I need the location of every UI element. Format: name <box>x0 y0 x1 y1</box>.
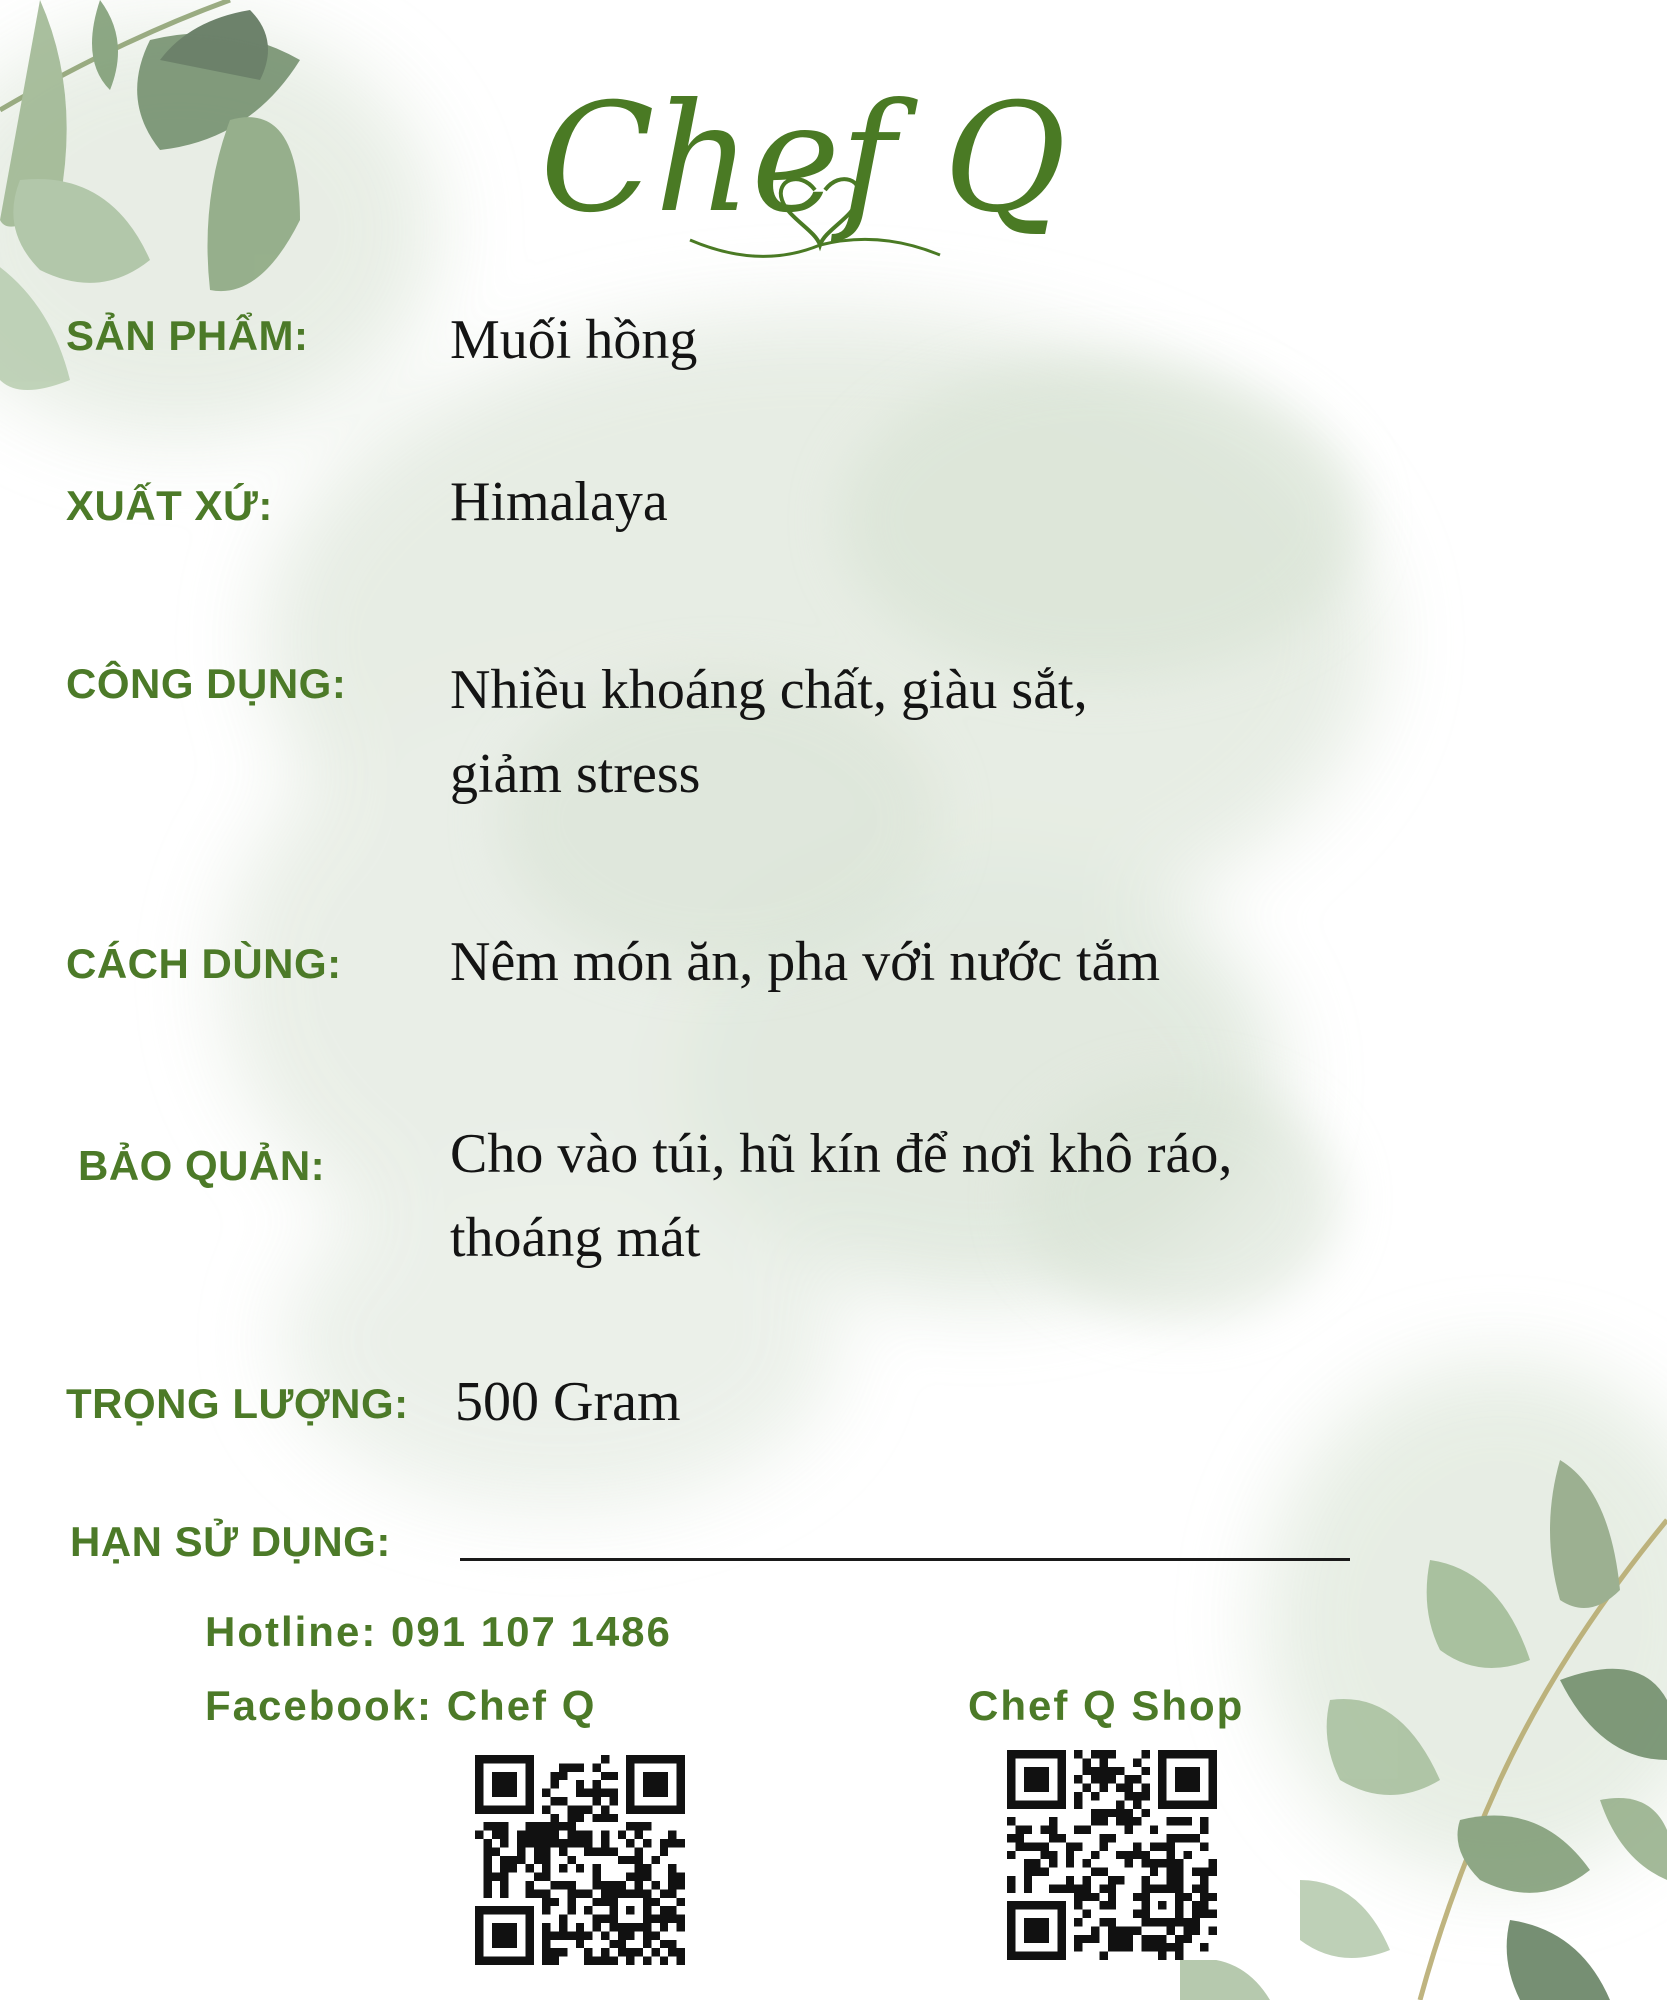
storage-value-line2: thoáng mát <box>450 1207 701 1269</box>
qr-code-shop-icon <box>1007 1750 1217 1960</box>
origin-label: XUẤT XỨ: <box>66 482 273 529</box>
origin-value: Himalaya <box>450 471 668 533</box>
expiry-blank-line <box>460 1558 1350 1561</box>
method-value: Nêm món ăn, pha với nước tắm <box>450 931 1161 993</box>
product-value: Muối hồng <box>450 309 698 371</box>
storage-label: BẢO QUẢN: <box>78 1142 326 1189</box>
logo-text: Chef Q <box>540 72 1067 246</box>
usage-value-line1: Nhiều khoáng chất, giàu sắt, <box>450 659 1088 721</box>
method-label: CÁCH DÙNG: <box>66 940 342 987</box>
storage-value-line1: Cho vào túi, hũ kín để nơi khô ráo, <box>450 1123 1233 1185</box>
qr-code-facebook-icon <box>475 1755 685 1965</box>
chef-q-logo <box>520 40 1080 300</box>
shop-text: Chef Q Shop <box>968 1682 1245 1729</box>
facebook-text: Facebook: Chef Q <box>205 1682 597 1729</box>
weight-value: 500 Gram <box>455 1371 681 1433</box>
weight-label: TRỌNG LƯỢNG: <box>66 1380 409 1427</box>
expiry-label: HẠN SỬ DỤNG: <box>70 1518 391 1565</box>
hotline-text: Hotline: 091 107 1486 <box>205 1608 672 1655</box>
product-label: SẢN PHẨM: <box>66 312 309 359</box>
usage-value-line2: giảm stress <box>450 743 701 805</box>
usage-label: CÔNG DỤNG: <box>66 660 347 707</box>
leaf-branch-bottom-right-icon <box>1180 1460 1667 2000</box>
